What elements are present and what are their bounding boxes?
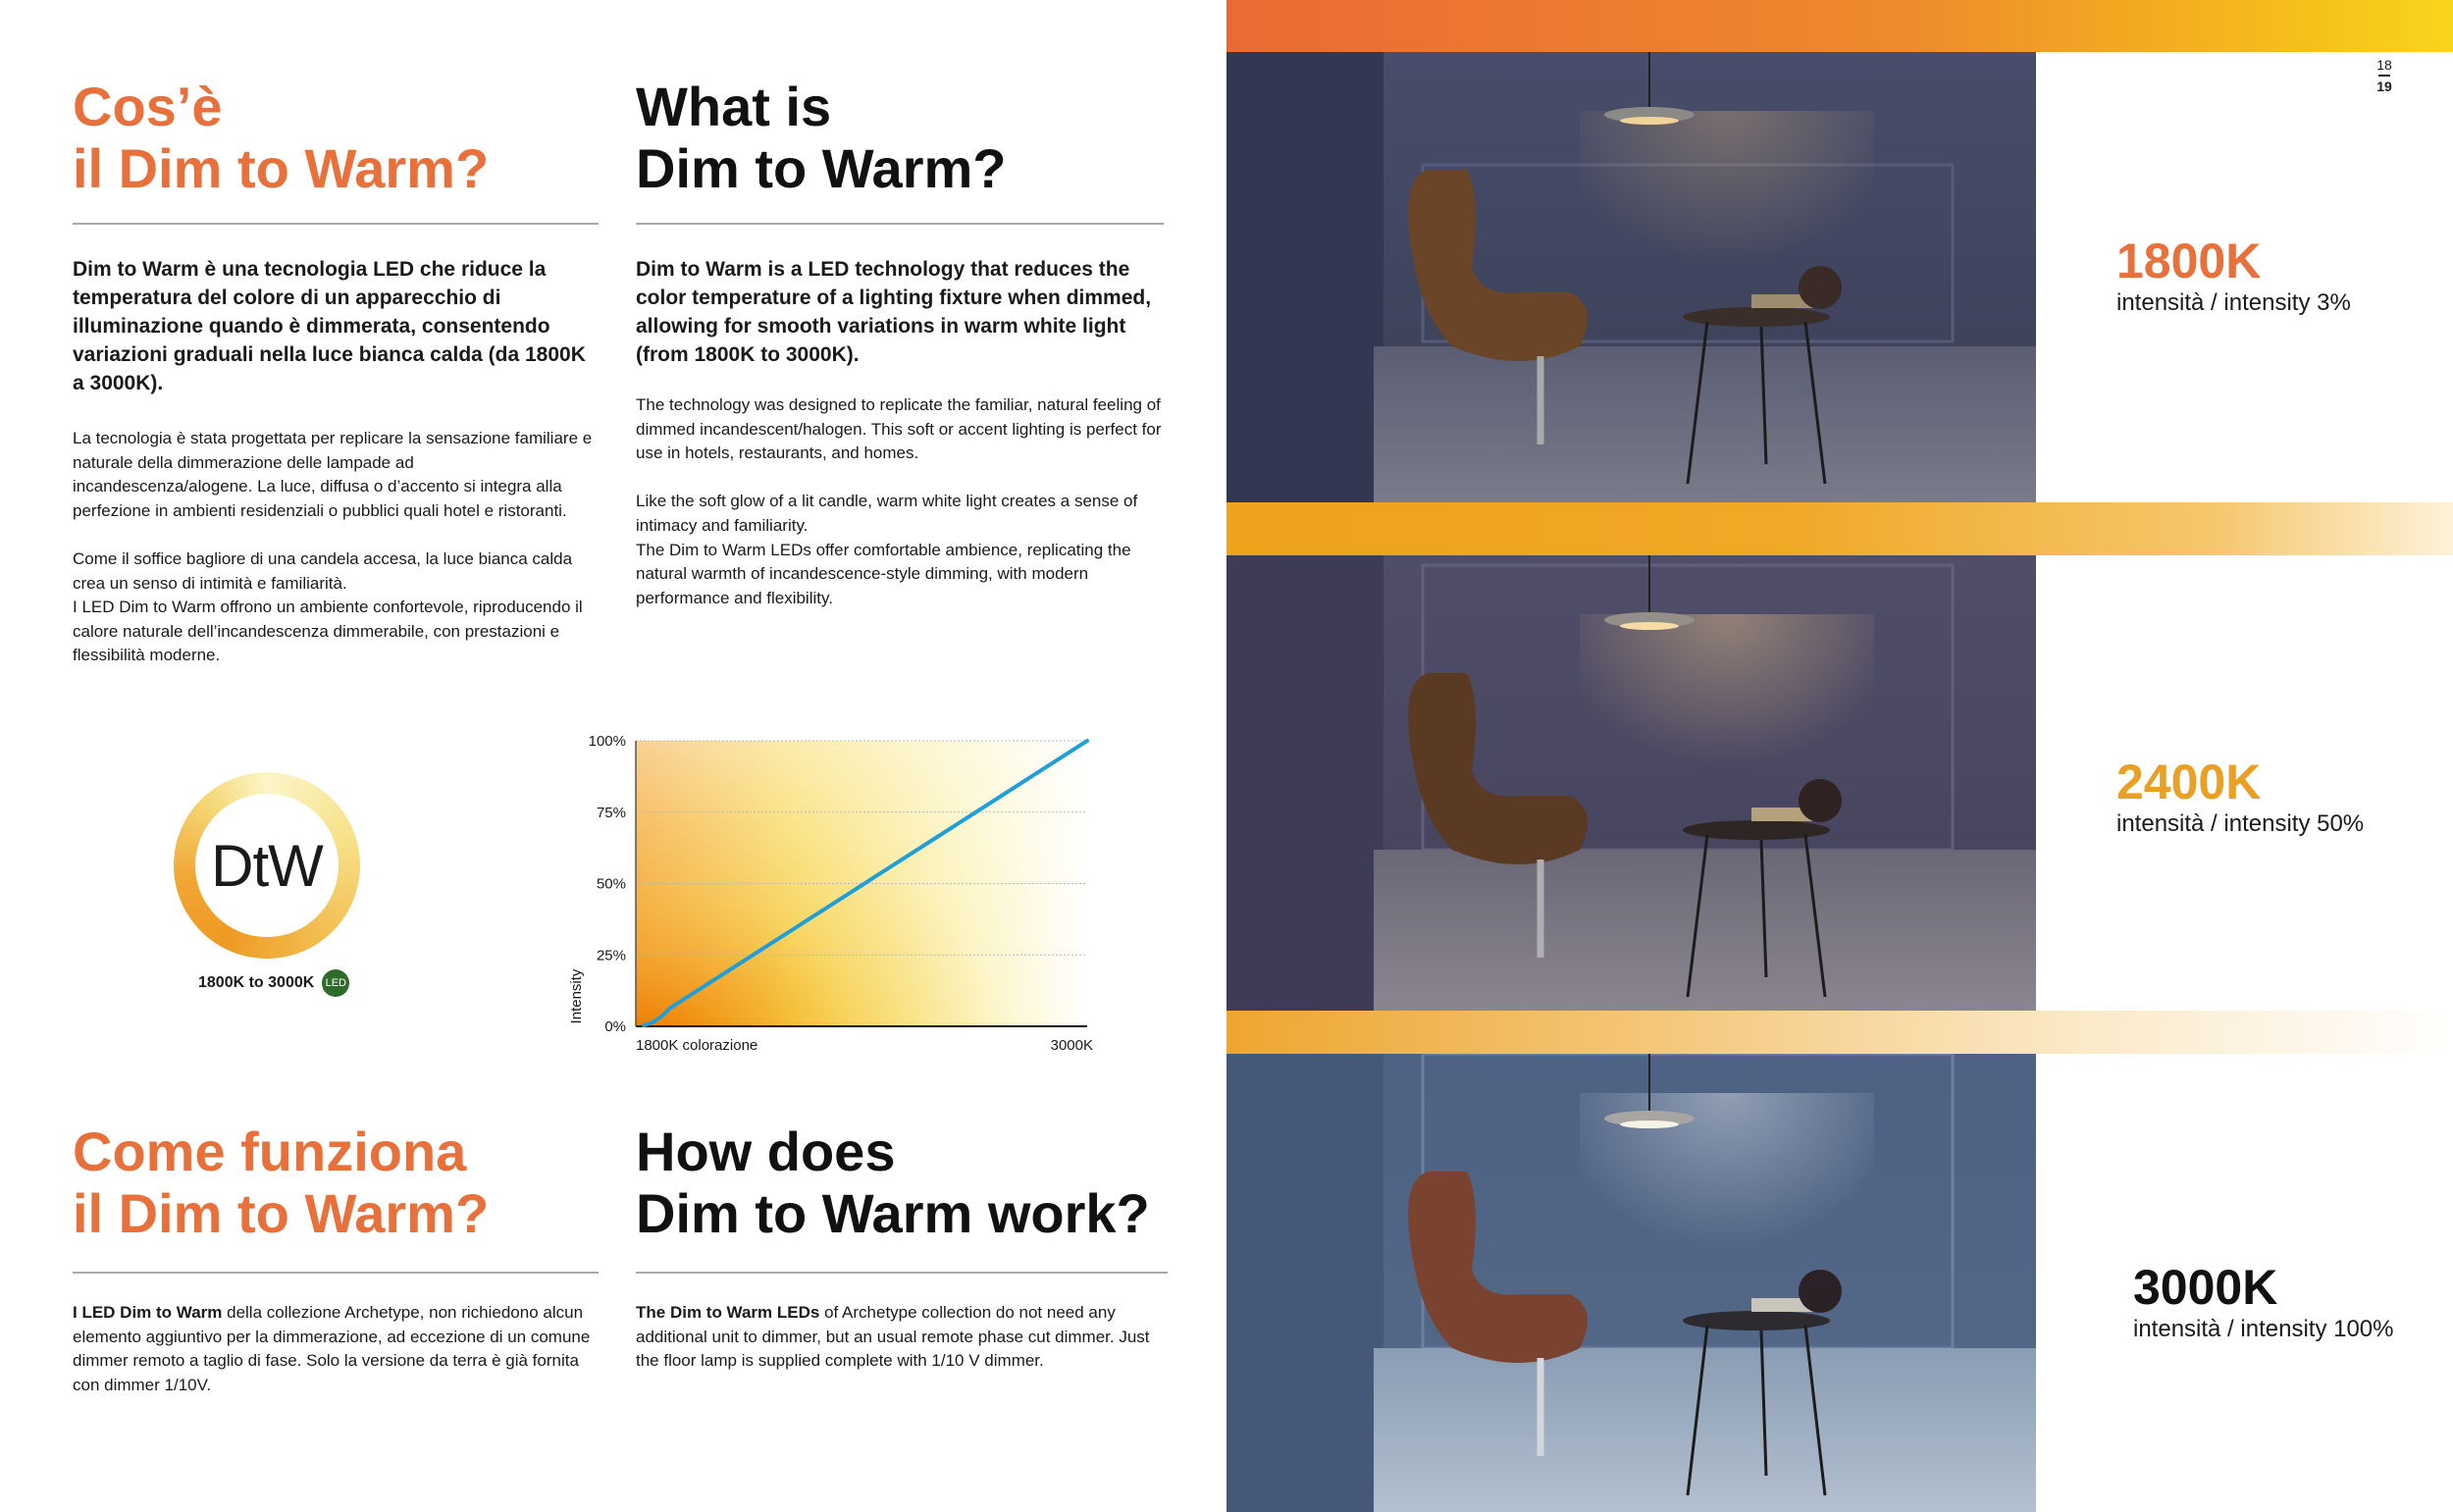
badge-caption xyxy=(198,969,349,997)
dtw-logo-text: DtW xyxy=(211,832,323,899)
intensity-value: intensità / intensity 3% xyxy=(2116,289,2351,316)
x-tick-label: 1800K colorazione xyxy=(636,1037,758,1054)
dtw-logo xyxy=(174,772,360,959)
page-number-right: 19 xyxy=(2376,78,2392,94)
y-tick-label: 100% xyxy=(588,733,626,750)
heading-how-en: How does Dim to Warm work? xyxy=(636,1121,1150,1244)
divider xyxy=(73,1272,599,1274)
divider xyxy=(636,223,1164,225)
led-badge: LED xyxy=(322,969,349,997)
room-photo-2400k xyxy=(1226,555,2036,1011)
paragraph: Come il soffice bagliore di una candela accesa, la luce bianca calda crea un senso di intimità e familiarità. I LED Dim to Warm offrono un ambiente confortevole, riproducendo il calore naturale dell’incandescenza dimmerabile, con prestazioni e flessibilità moderne. xyxy=(73,548,583,665)
panel-label-3000k xyxy=(2133,1260,2394,1344)
y-tick-label: 25% xyxy=(596,947,626,965)
badge-range: 1800K to 3000K xyxy=(198,974,315,991)
how-text-it: I LED Dim to Warm della collezione Archetype, non richiedono alcun elemento aggiuntivo per la dimmerazione, ad eccezione di un comune dimmer remoto a taglio di fase. Solo la versione da terra è già fornita con dimmer 1/10V. xyxy=(73,1303,591,1394)
body-text-en xyxy=(636,393,1171,610)
kelvin-value: 2400K xyxy=(2116,755,2262,809)
how-text-en: The Dim to Warm LEDs of Archetype collection do not need any additional unit to dimmer, but an usual remote phase cut dimmer. Just the floor lamp is supplied complete with 1/10 V dimmer. xyxy=(636,1303,1150,1371)
y-tick-label: 50% xyxy=(596,875,626,893)
room-photo-1800k xyxy=(1226,52,2036,502)
intensity-value: intensità / intensity 100% xyxy=(2133,1316,2394,1342)
kelvin-value: 3000K xyxy=(2133,1260,2278,1315)
heading-how-it: Come funziona il Dim to Warm? xyxy=(73,1121,490,1244)
divider xyxy=(636,1272,1168,1274)
color-band-1800k xyxy=(1226,0,2453,52)
y-tick-label: 0% xyxy=(604,1018,626,1035)
paragraph: La tecnologia è stata progettata per replicare la sensazione familiare e naturale della dimmerazione delle lampade ad incandescenza/alogene. La luce, diffusa o d’accento si integra alla perfezione in ambienti residenziali o pubblici quali hotel e ristoranti. xyxy=(73,429,593,520)
lead-paragraph-en: Dim to Warm is a LED technology that reduces the color temperature of a lighting fixture when dimmed, allowing for smooth variations in warm white light (from 1800K to 3000K). xyxy=(636,258,1152,366)
x-tick-label: 3000K xyxy=(1050,1037,1093,1054)
color-band-3000k xyxy=(1226,1011,2453,1054)
y-tick-label: 75% xyxy=(596,804,626,821)
intensity-chart xyxy=(549,726,1099,1060)
panel-label-2400k xyxy=(2116,755,2364,839)
lead-paragraph-it: Dim to Warm è una tecnologia LED che riduce la temperatura del colore di un apparecchio di illuminazione quando è dimmerata, consentendo variazioni graduali nella luce bianca calda (da 1800K a 3000K). xyxy=(73,258,586,394)
page-numbers xyxy=(2365,56,2404,95)
kelvin-value: 1800K xyxy=(2116,234,2262,288)
y-axis-label: Intensity xyxy=(568,968,585,1024)
paragraph: Like the soft glow of a lit candle, warm white light creates a sense of intimacy and familiarity. The Dim to Warm LEDs offer comfortable ambience, replicating the natural warmth of incandescence-style dimming, with modern performance and flexibility. xyxy=(636,492,1138,607)
divider xyxy=(73,223,599,225)
page-number-left: 18 xyxy=(2376,57,2392,73)
color-band-2400k xyxy=(1226,502,2453,555)
body-text-it xyxy=(73,427,598,668)
heading-what-it: Cos’è il Dim to Warm? xyxy=(73,76,490,199)
panel-label-1800k xyxy=(2116,234,2351,318)
paragraph: The technology was designed to replicate the familiar, natural feeling of dimmed incandescent/halogen. This soft or accent lighting is perfect for use in hotels, restaurants, and homes. xyxy=(636,395,1162,463)
room-photo-3000k xyxy=(1226,1054,2036,1512)
intensity-value: intensità / intensity 50% xyxy=(2116,810,2365,837)
heading-what-en: What is Dim to Warm? xyxy=(636,76,1007,199)
